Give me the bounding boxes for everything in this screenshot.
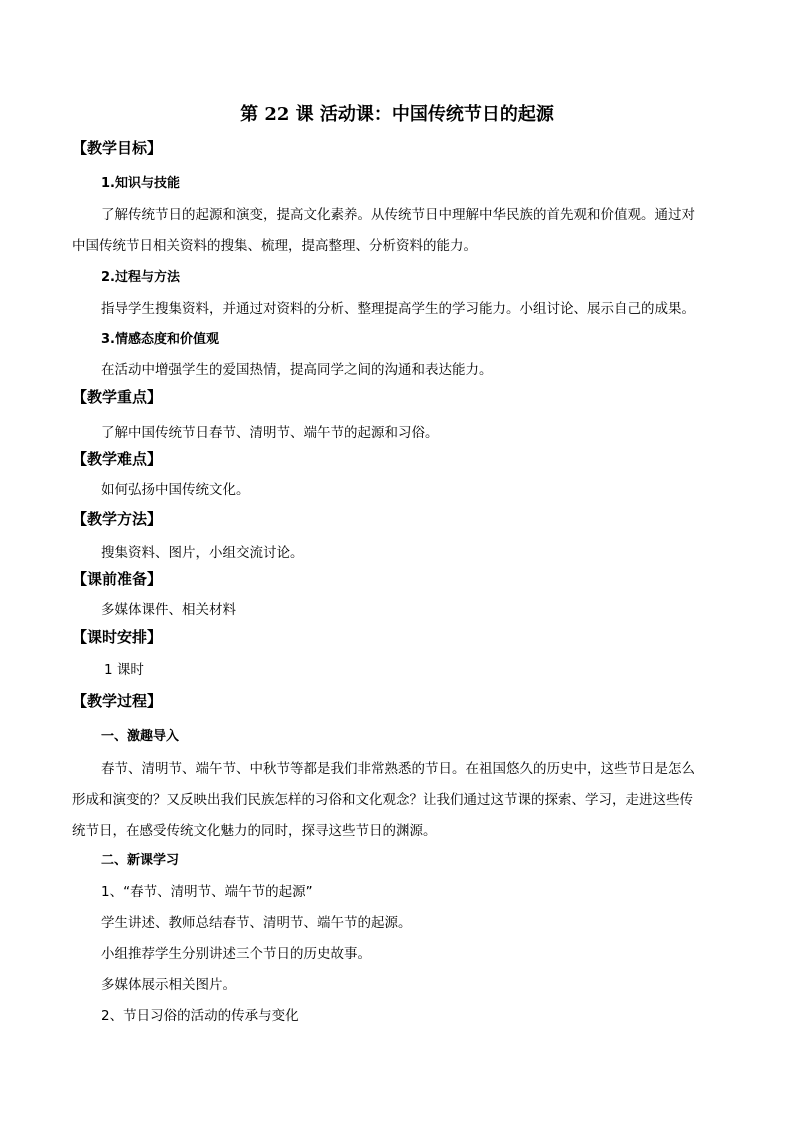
objectives-paragraph-2: 指导学生搜集资料，并通过对资料的分析、整理提高学生的学习能力。小组讨论、展示自己的成果。 [101, 301, 695, 317]
item-1-paragraph-3: 多媒体展示相关图片。 [101, 977, 236, 993]
subheading-knowledge-skills: 1.知识与技能 [101, 176, 180, 191]
heading-difficulties: 【教学难点】 [72, 450, 163, 468]
intro-line-1: 春节、清明节、端午节、中秋节等都是我们非常熟悉的节日。在祖国悠久的历史中，这些节日是怎么 [101, 761, 695, 777]
subheading-intro: 一、激趣导入 [101, 729, 180, 744]
item-1-paragraph-1: 学生讲述、教师总结春节、清明节、端午节的起源。 [101, 915, 412, 931]
intro-line-3: 统节日，在感受传统文化魅力的同时，探寻这些节日的渊源。 [72, 823, 437, 839]
methods-text: 搜集资料、图片，小组交流讨论。 [101, 545, 304, 561]
item-1-paragraph-2: 小组推荐学生分别讲述三个节日的历史故事。 [101, 946, 371, 962]
heading-process: 【教学过程】 [72, 692, 163, 710]
heading-schedule: 【课时安排】 [72, 628, 163, 646]
heading-objectives: 【教学目标】 [72, 139, 163, 157]
objectives-paragraph-1-line-1: 了解传统节日的起源和演变，提高文化素养。从传统节日中理解中华民族的首先观和价值观。通过对 [101, 207, 695, 223]
subheading-attitudes-values: 3.情感态度和价值观 [101, 332, 219, 347]
subheading-new-lesson: 二、新课学习 [101, 853, 180, 868]
item-1-title: 1、“春节、清明节、端午节的起源” [101, 884, 313, 900]
preparation-text: 多媒体课件、相关材料 [101, 602, 236, 618]
page-title: 第 22 课 活动课：中国传统节日的起源 [240, 104, 554, 125]
heading-preparation: 【课前准备】 [72, 570, 163, 588]
heading-methods: 【教学方法】 [72, 510, 163, 528]
objectives-paragraph-1-line-2: 中国传统节日相关资料的搜集、梳理，提高整理、分析资料的能力。 [72, 238, 477, 254]
schedule-text: 1 课时 [104, 662, 144, 678]
objectives-paragraph-3: 在活动中增强学生的爱国热情，提高同学之间的沟通和表达能力。 [101, 362, 493, 378]
difficulties-text: 如何弘扬中国传统文化。 [101, 482, 250, 498]
subheading-process-methods: 2.过程与方法 [101, 270, 180, 285]
heading-key-points: 【教学重点】 [72, 388, 163, 406]
key-points-text: 了解中国传统节日春节、清明节、端午节的起源和习俗。 [101, 425, 439, 441]
intro-line-2: 形成和演变的？又反映出我们民族怎样的习俗和文化观念？让我们通过这节课的探索、学习，走进这些传 [72, 792, 693, 808]
item-2-title: 2、节日习俗的活动的传承与变化 [101, 1008, 299, 1024]
